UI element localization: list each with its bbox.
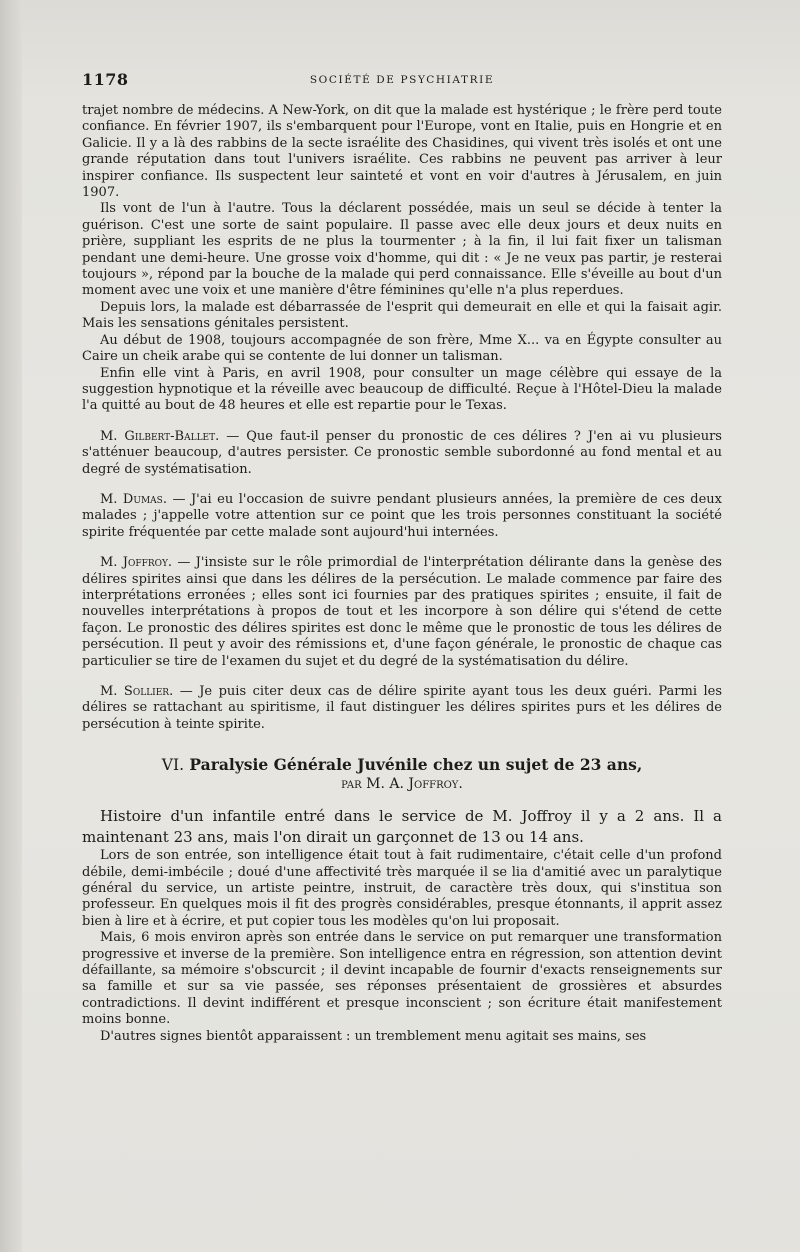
speaker-remark: — J'insiste sur le rôle primordial de l'interprétation délirante dans la genèse des délires spirites ainsi que dans les délires de la persécution. Le malade commence par faire des interprétations erronées ; elles sont ici fournies par des pratiques spirites ; ensuite, il fait de nouvelles interprétations à propos de tout et les incorpore à son délire qui s'étend de cette façon. Le pronostic des délires spirites est donc le même que le pronostic de tous les délires de persécution. Il peut y avoir des rémissions et, d'une façon générale, le pronostic de chaque cas particulier se tire de l'examen du sujet et du degré de la systématisation du délire. (82, 555, 722, 669)
speaker-name: M. Sollier. (100, 684, 174, 699)
discussion-sollier (82, 684, 722, 733)
discussion-joffroy (82, 555, 722, 670)
section-heading (82, 755, 722, 775)
paragraph: D'autres signes bientôt apparaissent : un tremblement menu agitait ses mains, ses (100, 1028, 647, 1044)
speaker-remark: — J'ai eu l'occasion de suivre pendant plusieurs années, la première de ces deux malades ; j'appelle votre attention sur ce point que les trois personnes constituant la société spirite fréquentée par cette malade sont aujourd'hui internées. (82, 491, 722, 540)
spacer (82, 478, 722, 492)
section-byline: par M. A. Joffroy. (341, 776, 463, 793)
page-number: 1178 (82, 70, 129, 89)
section-title: Paralysie Générale Juvénile chez un sujet de 23 ans, (189, 755, 643, 775)
paragraph: Ils vont de l'un à l'autre. Tous la déclarent possédée, mais un seul se décide à tenter la guérison. C'est une sorte de saint populaire. Il passe avec elle deux jours et deux nuits en prière, suppliant les esprits de ne plus la tourmenter ; à la fin, il lui fait fixer un talisman pendant une demi-heure. Une grosse voix d'homme, qui dit : « Je ne veux pas partir, je resterai toujours », répond par la bouche de la malade qui perd connaissance. Elle s'éveille au bout d'un moment avec une voix et une manière d'être féminines qu'elle n'a plus reperdues. (82, 201, 722, 299)
paragraph: Lors de son entrée, son intelligence était tout à fait rudimentaire, c'était celle d'un profond débile, demi-imbécile ; doué d'une affectivité très marquée il se lia d'amitié avec un paralytique général du service, un artiste peintre, instruit, de caractère très doux, qui s'institua son professeur. En quelques mois il fit des progrès considérables, presque étonnants, il apprit assez bien à lire et à écrire, et put copier tous les modèles qu'on lui proposait. (82, 848, 722, 929)
spacer (82, 733, 722, 747)
paragraph: trajet nombre de médecins. A New-York, on dit que la malade est hystérique ; le frère perd toute confiance. En février 1907, ils s'embarquent pour l'Europe, vont en Italie, puis en Hongrie et en Galicie. Il y a là des rabbins de la secte israélite des Chasidines, qui vivent très isolés et ont une grande réputation dans tout l'univers israélite. Ces rabbins ne peuvent pas arriver à leur inspirer confiance. Ils suspectent leur sainteté et vont en voir d'autres à Jérusalem, en juin 1907. (82, 103, 722, 201)
page-edge-shadow (0, 0, 22, 1252)
spacer (82, 541, 722, 555)
paragraph: Au début de 1908, toujours accompagnée de son frère, Mme X... va en Égypte consulter au Caire un cheik arabe qui se contente de lui donner un talisman. (82, 332, 722, 365)
speaker-name: M. Dumas. (100, 491, 167, 507)
spacer (82, 415, 722, 429)
body-text (82, 103, 722, 1045)
running-header (82, 70, 722, 90)
discussion-gilbert-ballet (82, 429, 722, 478)
paragraph: Depuis lors, la malade est débarrassée de l'esprit qui demeurait en elle et qui la faisait agir. Mais les sensations génitales persistent. (82, 299, 722, 332)
section-number: VI. (161, 756, 184, 775)
speaker-remark: — Que faut-il penser du pronostic de ces délires ? J'en ai vu plusieurs s'atténuer beaucoup, d'autres persister. Ce pronostic semble subordonné au fond mental et au degré de systématisation. (82, 428, 722, 477)
speaker-remark: — Je puis citer deux cas de délire spirite ayant tous les deux guéri. Parmi les délires se rattachant au spiritisme, il faut distinguer les délires spirites purs et les délires de persécution à teinte spirite. (82, 684, 723, 732)
journal-title: SOCIÉTÉ DE PSYCHIATRIE (309, 74, 495, 86)
discussion-dumas (82, 492, 722, 541)
speaker-name: M. Joffroy. (100, 555, 173, 571)
spacer (82, 670, 722, 684)
article-lead: Histoire d'un infantile entré dans le service de M. Joffroy il y a 2 ans. Il a maintenant 23 ans, mais l'on dirait un garçonnet de 13 ou 14 ans. (82, 807, 722, 847)
paragraph: Mais, 6 mois environ après son entrée dans le service on put remarquer une transformation progressive et inverse de la première. Son intelligence entra en régression, son attention devint défaillante, sa mémoire s'obscurcit ; il devint incapable de fournir d'exacts renseignements sur sa famille et sur sa vie passée, ses réponses présentaient de grossières et absurdes contradictions. Il devint indifférent et presque inconscient ; son écriture était manifestement moins bonne. (82, 930, 722, 1028)
speaker-name: M. Gilbert-Ballet. (100, 428, 220, 444)
paragraph: Enfin elle vint à Paris, en avril 1908, pour consulter un mage célèbre qui essaye de la suggestion hypnotique et la réveille avec beaucoup de difficulté. Reçue à l'Hôtel-Dieu la malade l'a quitté au bout de 48 heures et elle est repartie pour le Texas. (82, 365, 722, 414)
